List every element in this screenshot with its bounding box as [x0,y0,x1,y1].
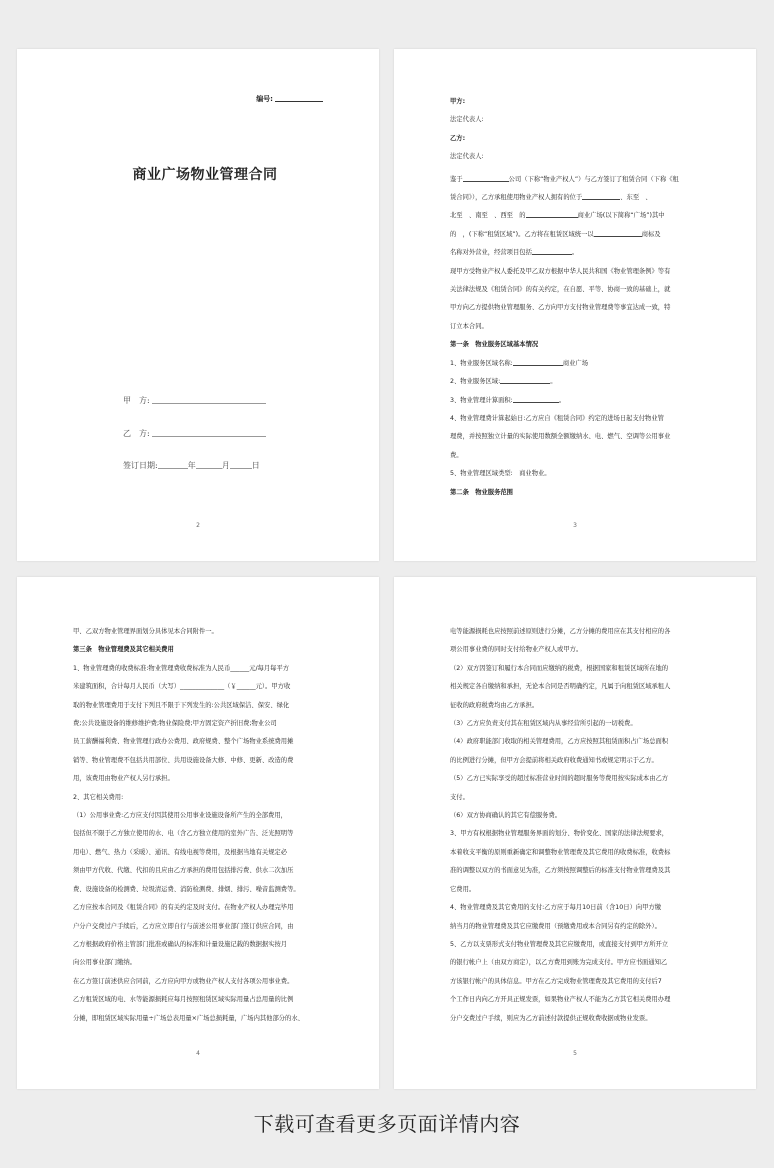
page-number: 3 [573,522,577,529]
month-blank [196,468,222,469]
year-label: 年 [187,461,196,470]
text-line: 个工作日内向乙方开具正规发票，如果物业产权人不能为乙方其它相关费用办理 [450,996,671,1004]
text-line: 户分户交费过户手续后，乙方应立即自行与前述公用事业部门签订供应合同，由 [73,922,294,930]
section-heading: 第一条 物业服务区域基本情况 [450,341,539,349]
serial-blank [275,101,323,102]
text-line: （4）政府职能部门收取的相关管理费用，乙方应按照其租赁面积占广场总面积 [450,738,669,746]
text-line: 征收的政府税费均由乙方承担。 [450,701,539,709]
page-number: 2 [196,522,200,529]
text-line: 项公用事业费的同时支付给物业产权人或甲方。 [450,646,583,654]
sign-date-label: 签订日期: [123,461,158,470]
text-line: 的 ，(下称“租赁区域”)。乙方将在租赁区域统一以 商标及 [450,230,661,238]
text-line: 本着收支平衡的原则重新确定和调整物业管理费及其它费用的收费标准，收费标 [450,848,671,856]
text-line: 关法律法规及《租赁合同》的有关约定，在自愿、平等、协商一致的基础上，就 [450,286,671,294]
party-b-blank [152,436,266,437]
text-line: （5）乙方已实际享受的超过标准营业时间的超时服务等费用按实际成本由乙方 [450,775,669,783]
section-heading: 第三条 物业管理费及其它相关费用 [73,646,174,654]
text-line: 米建筑面积，合计每月人民币（大写）______________（￥______元）。甲方收 [73,683,291,691]
text-line: 理费，并按照独立计量的实际使用数额全额缴纳水、电、燃气、空调等公用事业 [450,433,671,441]
party-b-label: 乙 方: [123,429,150,438]
text-line: 3、甲方有权根据物业管理服务界面的划分、物价变化、国家的法律法规要求， [450,830,669,838]
text-line: 准的调整以双方的书面意见为准，乙方须按照调整后的标准支付物业管理费及其 [450,867,671,875]
party-b-line [123,428,266,439]
text-line: 赁合同》），乙方承租使用物业产权人拥有的位于 、东至 、 [450,194,652,202]
contract-title: 商业广场物业管理合同 [132,167,278,183]
text-line: 乙方租赁区域的电、水等能源损耗应每月按照租赁区域实际用量占总用量的比例 [73,996,294,1004]
text-line: 2、其它相关费用: [73,793,124,801]
text-line: 在乙方签订前述供应合同前，乙方应向甲方或物业产权人支付各项公用事业费。 [73,977,294,985]
text-line: 销等、物业管理费不包括共用部位、共用设施设备大修、中修、更新、改造的费 [73,756,294,764]
page-body [73,623,327,1028]
text-line: 分户交费过户手续，则应为乙方前述付款提供正规收费收据或物业发票。 [450,1014,652,1022]
text-line: 分摊，即租赁区域实际用量÷广场总表用量×广场总损耗量，广场内其他部分的水、 [73,1014,304,1022]
text-line: 1、物业服务区域名称: 商业广场 [450,359,588,367]
sign-date-line [123,460,260,471]
text-line: （1）公用事业费:乙方应支付因其使用公用事业设施设备所产生的全部费用， [73,812,287,820]
text-line: 名称对外营业，经营项目包括 。 [450,249,579,257]
document-page-5 [394,577,756,1089]
page-number: 4 [196,1050,200,1057]
party-a-line [123,395,266,406]
text-line: 现甲方受物业产权人委托及甲乙双方根据中华人民共和国《物业管理条例》等有 [450,267,671,275]
text-line: 订立本合同。 [450,322,488,330]
text-line: 包括但不限于乙方独立使用的水、电（含乙方独立使用的室外广告、泛光照明等 [73,830,294,838]
text-line: 的比例进行分摊，但甲方会提前将相关政府收费通知书或规定明示于乙方。 [450,756,658,764]
text-line: 甲方向乙方提供物业管理服务、乙方向甲方支付物业管理费等事宜达成一致，特 [450,304,671,312]
text-line: （3）乙方应负责支付其在租赁区域内从事经营所引起的一切税费。 [450,720,637,728]
text-line: 3、物业管理计算面积: 。 [450,396,566,404]
document-page-3 [394,49,756,561]
party-a-blank [152,403,266,404]
text-line: 4、物业管理费计算起始日:乙方应自《租赁合同》约定的进场日起支付物业管 [450,414,664,422]
document-page-cover [17,49,379,561]
serial-label: 编号: [256,95,273,103]
text-line: 支付。 [450,793,469,801]
text-line: 鉴于 公司（下称“物业产权人”）与乙方签订了租赁合同（下称《租 [450,175,679,183]
text-line: （6）双方协商确认的其它有偿服务费。 [450,812,562,820]
page-body [450,93,704,502]
text-line: 费;公共设施设备的维修维护费;物业保险费;甲方固定资产折旧费;物业公司 [73,720,277,728]
text-line: 乙方根据政府价格主管部门批准或确认的标准和计量设施记载的数据据实按月 [73,940,288,948]
text-line: 用电）、燃气、热力（采暖）、通讯、有线电视等费用，及根据当地有关规定必 [73,848,288,856]
rep-b-line: 法定代表人: [450,153,484,161]
document-page-4 [17,577,379,1089]
text-line: 5、乙方以支票形式支付物业管理费及其它应缴费用，或直接支付到甲方所开立 [450,940,669,948]
month-label: 月 [221,461,230,470]
text-line: 费、设施设备的检测费、垃圾清运费、消防检测费、排烟、排污、噪音监测费等。 [73,885,300,893]
day-label: 日 [251,461,260,470]
text-line: 方该银行帐户的具体信息。甲方在乙方完成物业管理费及其它费用的支付后7 [450,977,662,985]
text-line: 乙方应按本合同及《租赁合同》的有关约定及时支付。在物业产权人办理完毕用 [73,904,294,912]
text-line: 费。 [450,451,463,459]
day-blank [230,468,252,469]
rep-a-line: 法定代表人: [450,116,484,124]
text-line: 电等能源损耗也应按照前述原则进行分摊，乙方分摊的费用应在其支付相应的各 [450,628,671,635]
text-line: 取的物业管理费用于支付下列且不限于下列发生的:公共区域保洁、保安、绿化 [73,701,290,709]
text-line: 向公用事业部门缴纳。 [73,959,136,967]
section-heading: 第二条 物业服务范围 [450,488,513,496]
text-line: 甲、乙双方物业管理界面划分具体见本合同附件一。 [73,628,218,635]
text-line: 5、物业管理区域类型: 商业物业。 [450,470,551,478]
text-line: 4、物业管理费及其它费用的支付:乙方应于每月10日前（含10日）向甲方缴 [450,904,662,912]
download-more-banner[interactable]: 下载可查看更多页面详情内容 [253,1112,521,1136]
text-line: 2、物业服务区域: 。 [450,378,557,386]
text-line: 须由甲方代收、代缴、代扣的且应由乙方承担的费用包括排污费、供水二次加压 [73,867,294,875]
page-body [450,623,704,1028]
party-a-heading: 甲方: [450,98,466,105]
text-line: 北至 、南至 、西至 的 商业广场(以下简称“广场”)其中 [450,212,665,220]
party-b-heading: 乙方: [450,134,466,142]
text-line: 的银行帐户上（由双方商定），以乙方费用到账为完成支付。甲方应书面通知乙 [450,959,668,967]
text-line: （2）双方因签订和履行本合同而应缴纳的税费，根据国家和租赁区域所在地的 [450,664,669,672]
text-line: 相关规定各自缴纳和承担，无论本合同是否明确约定，凡属于向租赁区域承租人 [450,683,671,691]
text-line: 纳当月的物业管理费及其它应缴费用（预缴费用或本合同另有约定的除外）。 [450,922,661,930]
text-line: 1、物业管理费的收费标准:物业管理费收费标准为人民币______元/每月每平方 [73,664,290,672]
serial-number-field [256,94,323,104]
page-number: 5 [573,1050,577,1057]
year-blank [158,468,188,469]
text-line: 员工薪酬福利费、物业管理行政办公费用、政府规费、整个广场物业系统费用摊 [73,738,294,746]
text-line: 用，该费用由物业产权人另行承担。 [73,775,174,783]
text-line: 它费用。 [450,885,476,893]
party-a-label: 甲 方: [123,396,150,405]
